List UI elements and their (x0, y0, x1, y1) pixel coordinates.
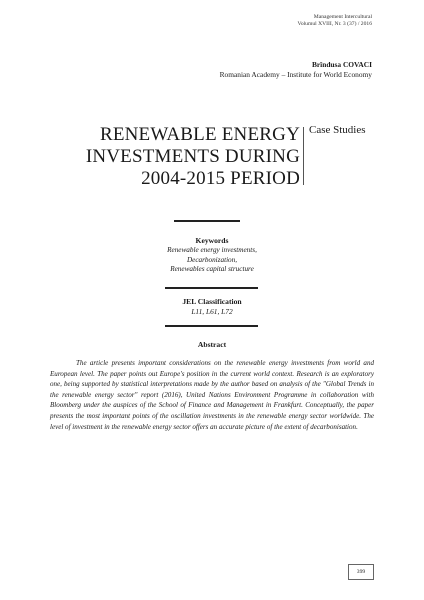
title-divider (303, 127, 304, 185)
keyword-item: Renewables capital structure (170, 265, 254, 274)
jel-codes: L11, L61, L72 (191, 307, 233, 316)
author-block (220, 60, 372, 80)
abstract-heading: Abstract (197, 340, 227, 349)
author-affiliation: Romanian Academy – Institute for World Economy (219, 70, 372, 79)
keywords-block (112, 236, 312, 275)
journal-name: Management Intercultural (313, 14, 372, 20)
author-name: Brîndusa COVACI (311, 60, 372, 69)
volume-info: Volumul XVIII, Nr. 3 (37) / 2016 (297, 21, 372, 27)
page-number: 399 (348, 564, 374, 580)
divider-rule (165, 325, 258, 327)
jel-block (112, 297, 312, 317)
paper-title (40, 124, 300, 190)
keyword-item: Decarbonization, (186, 255, 238, 264)
abstract-text: The article presents important considerations on the renewable energy investments from world and European level. The paper points out Europe's position in the current world context. Research is an exploratory one, being supported by statistical interpretations made by the author based on analysis of the "Global Trends in the renewable energy sector" report (2016), United Nations Environment Programme in collaboration with Bloomberg under the auspices of the School of Finance and Management in Frankfurt. Conceptually, the paper presents the most important points of the oscillation investments in the renewable energy sector worldwide. The level of investment in the renewable energy sector offers an accurate picture of the extent of decarbonisation. (50, 359, 374, 431)
keywords-heading: Keywords (195, 236, 229, 245)
divider-rule (165, 287, 258, 289)
section-label: Case Studies (309, 124, 366, 136)
jel-heading: JEL Classification (182, 297, 242, 306)
title-line: INVESTMENTS DURING (85, 146, 300, 167)
journal-header (298, 14, 372, 28)
title-line: 2004-2015 PERIOD (141, 168, 300, 189)
keyword-item: Renewable energy investments, (167, 246, 257, 254)
divider-rule (174, 220, 240, 222)
title-line: RENEWABLE ENERGY (99, 124, 300, 145)
